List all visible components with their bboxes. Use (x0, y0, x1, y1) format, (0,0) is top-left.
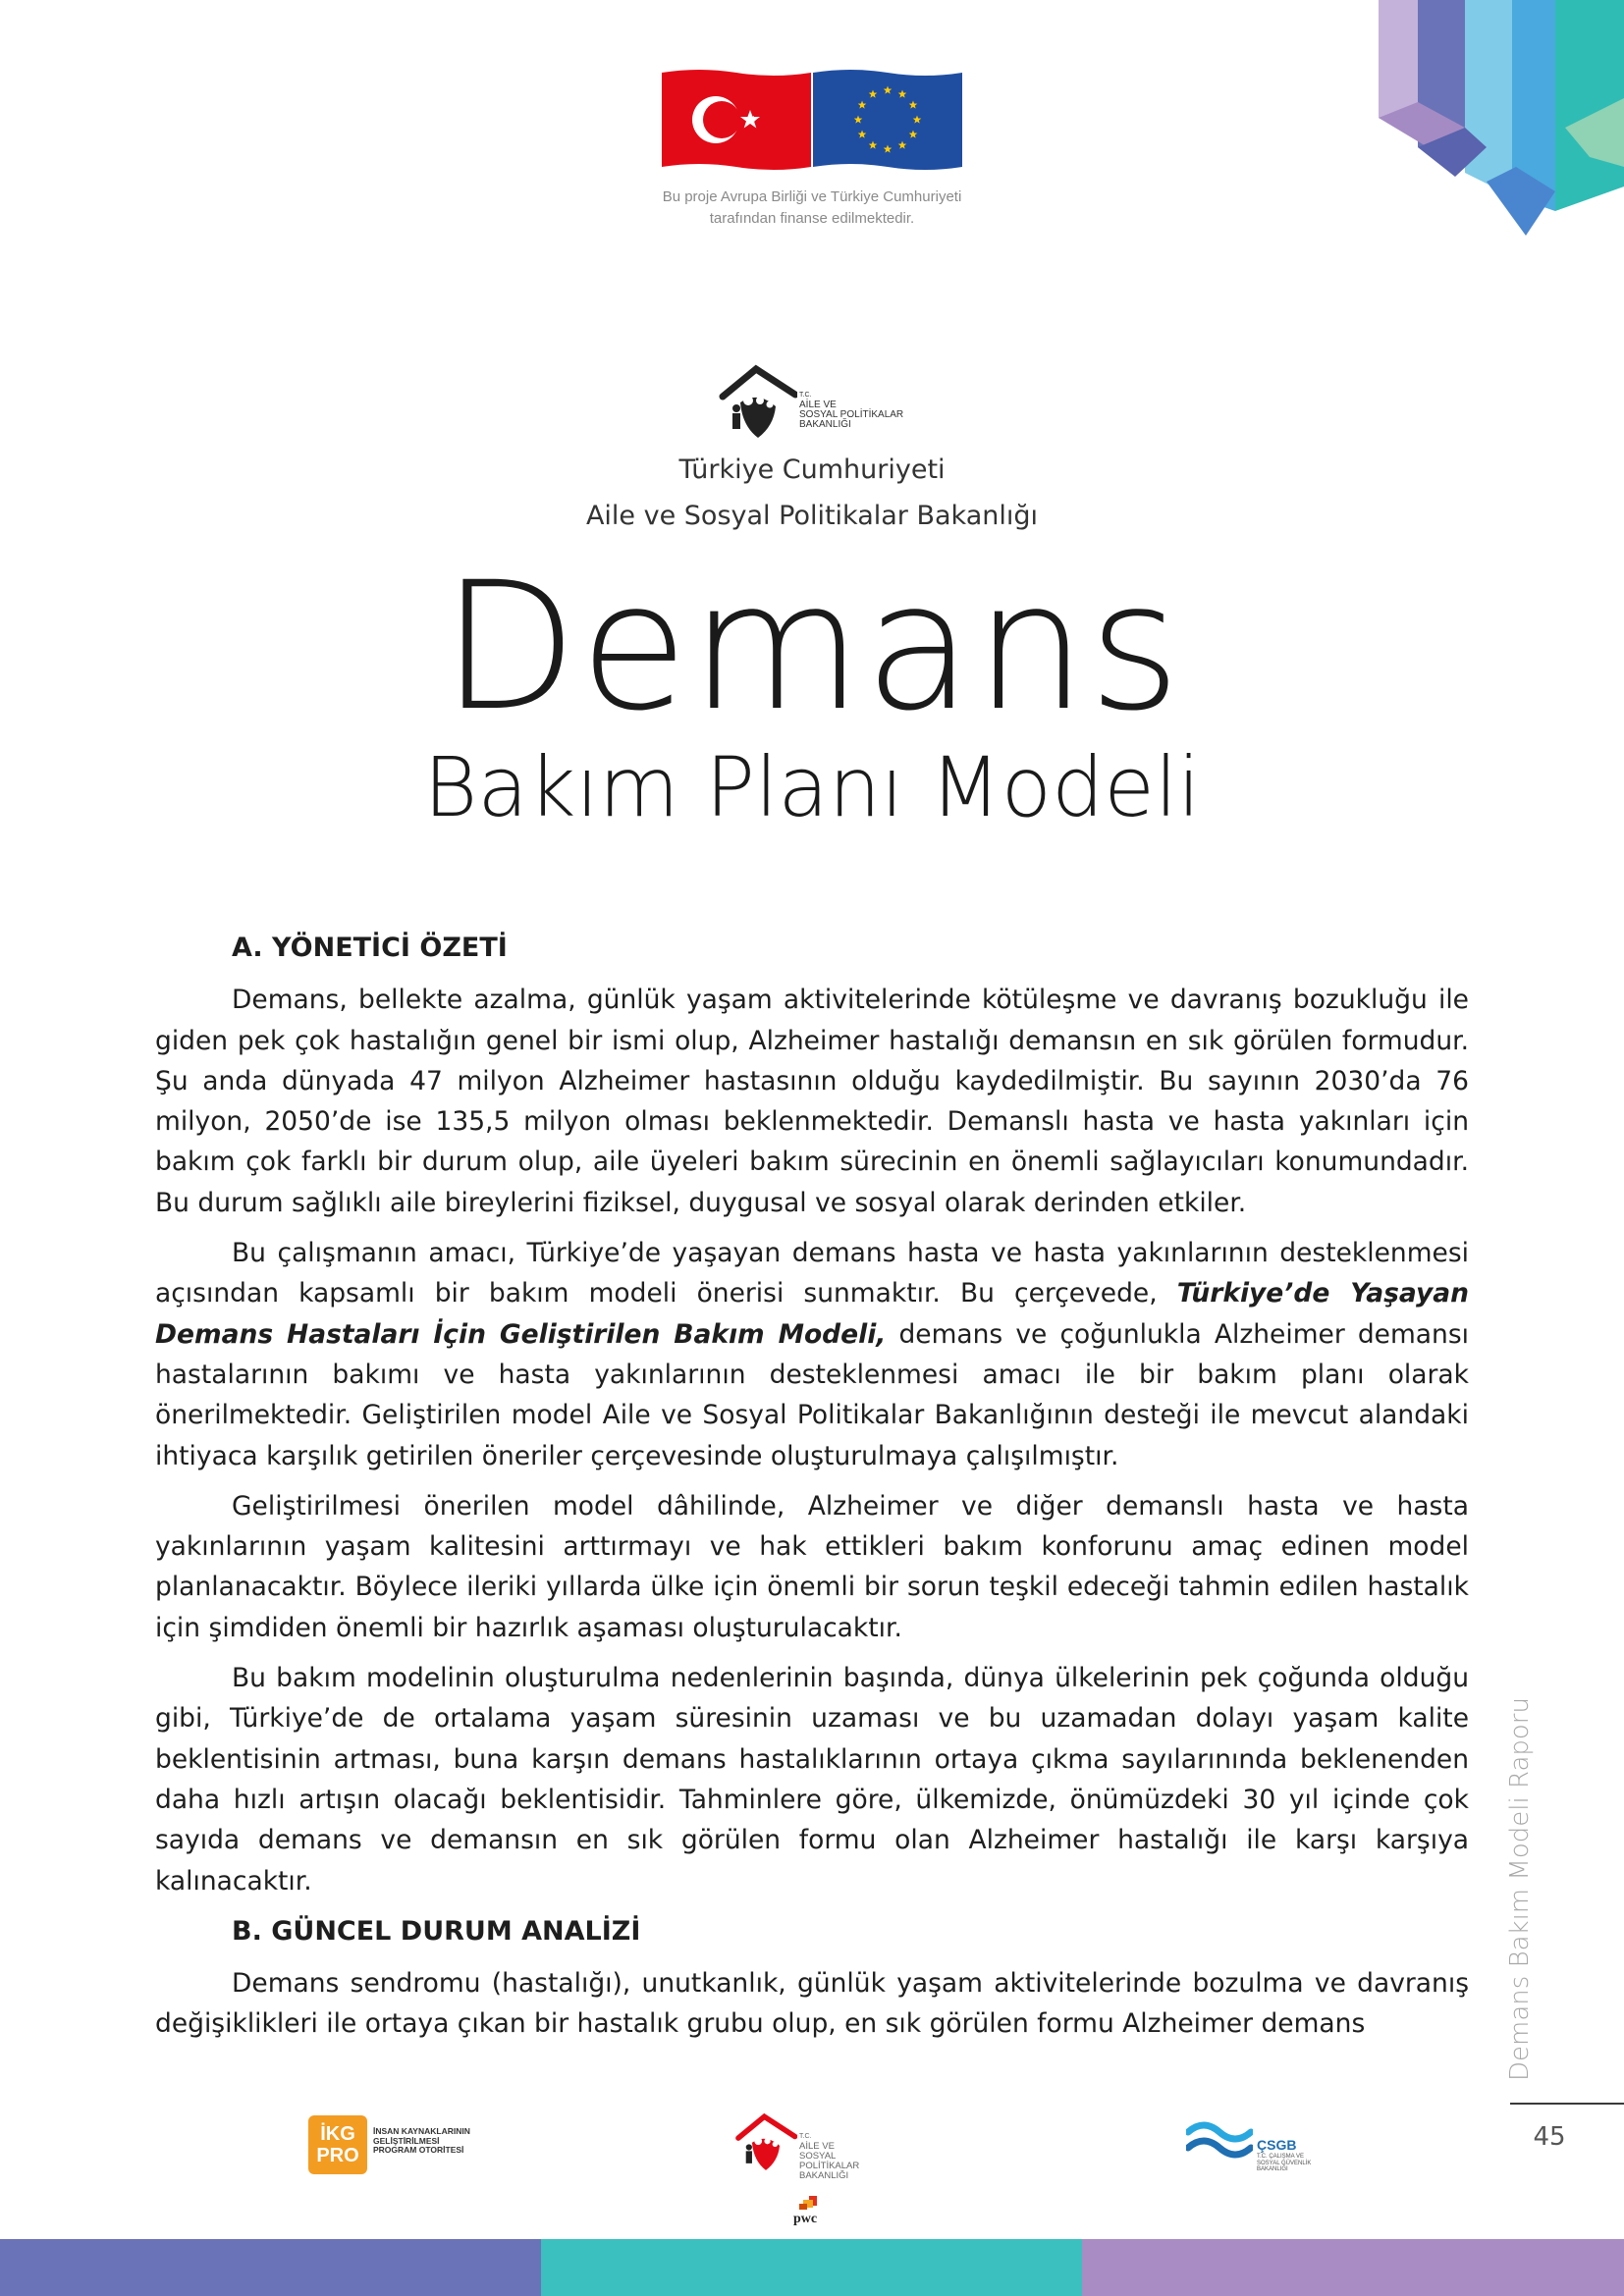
eu-funding-block (660, 67, 964, 230)
ikg-pro-logo (308, 2115, 475, 2178)
section-a-paragraph-1: Demans, bellekte azalma, günlük yaşam aktivitelerinde kötüleşme ve davranış bozukluğu ile giden pek çok hastalığın genel bir ismi olup, Alzheimer hastalığı demansın en sık görülen formudur. Şu anda dünyada 47 milyon Alzheimer hastasının olduğu kaydedilmiştir. Bu sayının 2030’da 76 milyon, 2050’de ise 135,5 milyon olması beklenmektedir. Demanslı hasta ve hasta yakınları için bakım çok farklı bir durum olup, aile üyeleri bakım sürecinin en önemli sağlayıcıları konumundadır. Bu durum sağlıklı aile bireylerini fiziksel, duygusal ve sosyal olarak derinden etkiler. (155, 985, 1469, 1218)
ministry-name: Aile ve Sosyal Politikalar Bakanlığı (585, 501, 1039, 531)
footer-logo-line3: BAKANLIĞI (799, 2170, 849, 2181)
csgb-text-3: BAKANLIĞI (1257, 2166, 1288, 2172)
csgb-text-1: T.C. ÇALIŞMA VE (1257, 2154, 1305, 2160)
family-house-red-icon (734, 2110, 797, 2173)
paragraph-2-end: demans ve çoğunlukla Alzheimer demansı hastalarının bakımı ve hasta yakınlarının desteklenmesi amacı ile bir bakım planı olarak önerilmektedir. Geliştirilen model Aile ve Sosyal Politikalar Bakanlığının desteği ile mevcut alandaki ihtiyaca karşılık getirilen öneriler çerçevesinde oluşturulmaya çalışılmıştır. (155, 1318, 1469, 1471)
bar-segment-left (0, 2239, 541, 2296)
section-b-paragraph-1: Demans sendromu (hastalığı), unutkanlık, günlük yaşam aktivitelerinde bozulma ve davranış değişiklikleri ile ortaya çıkan bir hastalık grubu olup, en sık görülen formu Alzheimer demans (155, 1968, 1469, 2040)
running-title-text: Demans Bakım Modeli Raporu (1505, 1697, 1535, 2081)
ikg-text-1: İNSAN KAYNAKLARININ (373, 2126, 470, 2136)
ikg-text-2: GELİŞTİRİLMESİ (373, 2135, 440, 2146)
section-a-paragraph-4: Bu bakım modelinin oluşturulma nedenlerinin başında, dünya ülkelerinin pek çoğunda olduğu gibi, Türkiye’de de ortalama yaşam süresinin uzaması ve bu uzamadan dolayı yaşam kalite beklentisinin artması, buna karşın demans hastalıklarının ortaya çıkma sayılarınında beklenenden daha hızlı artışın olacağı beklentisidir. Tahminlere göre, ülkemizde, önümüzdeki 30 yıl içinde çok sayıda demans ve demansın en sık görülen formu olan Alzheimer hastalığı ile karşı karşıya kalınacaktır. (155, 1663, 1469, 1896)
corner-decoration (1379, 0, 1624, 236)
family-house-icon (719, 361, 797, 442)
ikg-text-3: PROGRAM OTORİTESİ (373, 2145, 464, 2155)
document-body (155, 928, 1469, 2055)
section-a-paragraph-2 (155, 1233, 1469, 1476)
logo-line2: SOSYAL POLİTİKALAR (799, 409, 904, 420)
page-number: 45 (1533, 2122, 1566, 2152)
eu-note-line1: Bu proje Avrupa Birliği ve Türkiye Cumhuriyeti (662, 188, 962, 205)
footer-logo-line2: SOSYAL POLİTİKALAR (799, 2151, 860, 2171)
csgb-wordmark: ÇSGB (1257, 2137, 1297, 2153)
model-name-emphasis: Türkiye’de Yaşayan Demans Hastaları İçin Geliştirilen Bakım Modeli, (155, 1278, 1469, 1350)
bar-segment-middle (541, 2239, 1082, 2296)
csgb-wave-icon (1186, 2118, 1253, 2162)
page-subtitle: Bakım Planı Modeli (423, 739, 1201, 835)
logo-line3: BAKANLIĞI (799, 419, 851, 430)
section-b-heading: B. GÜNCEL DURUM ANALİZİ (232, 1915, 641, 1947)
csgb-text-2: SOSYAL GÜVENLİK (1257, 2160, 1312, 2166)
ikg-line-a: İKG (320, 2123, 355, 2145)
bottom-color-bar (0, 2239, 1624, 2296)
pwc-blocks-icon (787, 2196, 827, 2212)
page-title: Demans (441, 545, 1183, 750)
pwc-wordmark: pwc (793, 2212, 818, 2226)
eu-flag-icon (813, 67, 962, 173)
section-a-heading: A. YÖNETİCİ ÖZETİ (232, 933, 508, 963)
csgb-logo (1186, 2112, 1324, 2181)
footer-logo-tc: T.C. (799, 2133, 812, 2140)
logo-tc: T.C. (799, 392, 812, 399)
bar-segment-right (1082, 2239, 1624, 2296)
ministry-logo (719, 361, 915, 442)
page-number-divider (1510, 2103, 1624, 2105)
eu-note-line2: tarafından finanse edilmektedir. (709, 210, 915, 227)
country-name: Türkiye Cumhuriyeti (678, 454, 946, 485)
ikg-pro-badge (308, 2115, 367, 2174)
eu-funding-note (660, 187, 964, 230)
running-title (1505, 1697, 1537, 2081)
ikg-line-b: PRO (316, 2145, 359, 2166)
section-a-paragraph-3: Geliştirilmesi önerilen model dâhilinde, Alzheimer ve diğer demanslı hasta ve hasta yakınlarının yaşam kalitesini arttırmayı ve hak ettikleri bakım konforunu amaç edinen model planlanacaktır. Böylece ileriki yıllarda ülke için önemli bir sorun teşkil edeceği tahmin edilen hastalık için şimdiden önemli bir hazırlık aşaması oluşturulacaktır. (155, 1490, 1469, 1643)
footer-logo-line1: AİLE VE (799, 2141, 835, 2152)
logo-line1: AİLE VE (799, 400, 837, 410)
ministry-footer-logo (734, 2110, 892, 2179)
paragraph-2-start: Bu çalışmanın amacı, Türkiye’de yaşayan demans hasta ve hasta yakınlarının desteklenmesi açısından kapsamlı bir bakım modeli önerisi sunmaktır. Bu çerçevede, (155, 1238, 1469, 1309)
turkey-flag-icon (662, 67, 811, 173)
pwc-logo (787, 2196, 827, 2231)
